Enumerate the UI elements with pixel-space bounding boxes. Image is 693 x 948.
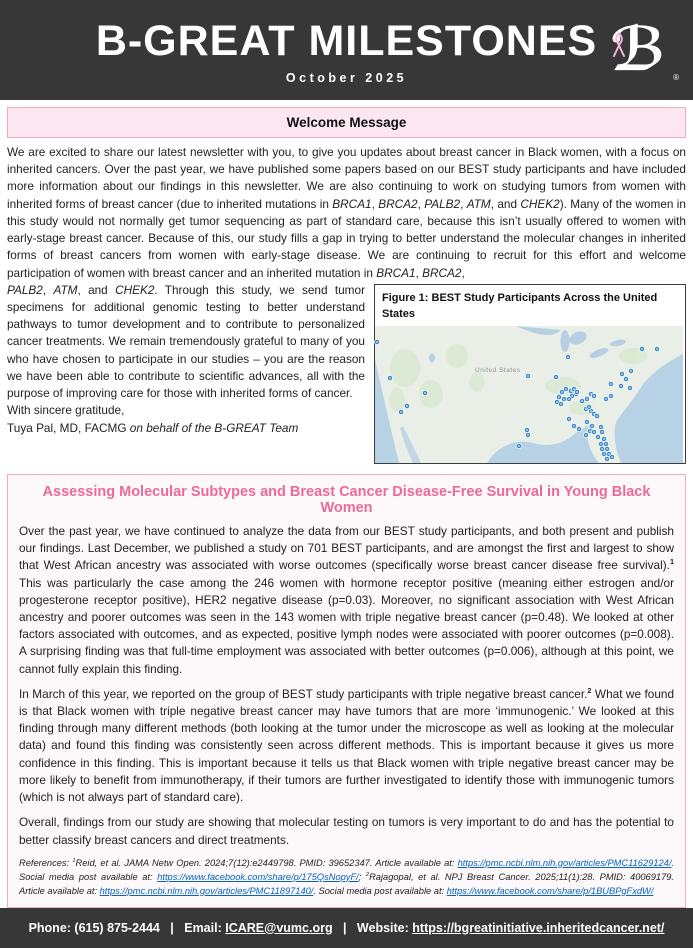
map-marker-core [561,391,563,393]
bgreat-logo [595,6,681,94]
link[interactable]: https://pmc.ncbi.nlm.nih.gov/articles/PMC11897140/ [99,885,314,896]
map-marker-core [620,385,622,387]
map-marker-core [563,398,565,400]
map-marker-core [389,377,391,379]
text-segment: , and [490,196,521,211]
map-marker-core [608,453,610,455]
text-segment: What we found is that Black women with triple negative breast cancer may have tumors that are more ‘immunogenic.’ We looked at this finding through many different methods (both looking at the tumor under the microscope as well as looking at the molecular data) and found this finding was consistently seen across different methods. This is important because it gives us more confidence in this finding. This is important because it tells us that Black women with triple negative breast cancer may be more likely to benefit from immunotherapy, if their tumors are further investigated to identify those with immunogenic tumors (which is not always part of standard care). [19,686,674,805]
map-marker-core [605,443,607,445]
map-marker-core [406,405,408,407]
link[interactable]: https://pmc.ncbi.nlm.nih.gov/articles/PMC11629124/ [457,857,672,868]
welcome-wrap-block [7,282,686,467]
map-marker-core [573,388,575,390]
map-marker-core [556,401,558,403]
text-segment: | [332,920,357,935]
link[interactable]: https://www.facebook.com/share/p/175QsNopyF/ [157,871,359,882]
text-segment: . Social media post available at: [19,857,674,882]
section-heading: Assessing Molecular Subtypes and Breast Cancer Disease-Free Survival in Young Black Women [42,483,651,516]
text-segment: CHEK2 [520,196,560,211]
text-segment: 1 [72,857,76,864]
text-segment: BRCA2 [378,196,418,211]
map-marker-core [424,392,426,394]
text-segment: 1 [669,557,674,567]
text-segment: ATM [53,282,78,297]
text-segment: 2 [587,685,592,695]
text-segment: ATM [466,196,491,211]
text-segment: on behalf of the B-GREAT Team [129,420,299,435]
text-segment: , [417,196,425,211]
map-marker-core [606,458,608,460]
text-segment: PALB2 [7,282,43,297]
map-marker-core [610,383,612,385]
text-segment: Over the past year, we have continued to analyze the data from our BEST study participants, and both present and publish our findings. Last December, we published a study on 701 BEST participants, and are amongst the first and largest to show that West African ancestry was associated with worse outcomes (specifically worse breast cancer disease free survival). [19,523,674,573]
map-marker-core [625,378,627,380]
text-segment: Phone: (615) 875-2444 [28,920,160,935]
text-segment: We are excited to share our latest newsletter with you, to give you updates about breast cancer in Black women, with a focus on inherited cancers. Over the past year, we have published some papers based on our BEST study participants and have included more information about our findings in this newsletter. We are also continuing to work on studying tumors from women with inherited forms of breast cancer (due to inherited mutations in [7,145,686,211]
map-marker-core [565,388,567,390]
map-marker-core [571,395,573,397]
map-marker-core [376,341,378,343]
map-marker-core [586,421,588,423]
pink-ribbon-icon [611,32,627,58]
link[interactable]: https://bgreatinitiative.inheritedcancer.net/ [412,920,665,935]
text-segment: , [460,196,467,211]
text-segment: Overall, findings from our study are showing that molecular testing on tumors is very important to do and has the potential to better classify breast cancers and direct treatments. [19,815,674,847]
map-marker-core [588,406,590,408]
map-marker-core [630,370,632,372]
map-marker-core [603,438,605,440]
text-segment: Reid, et al. JAMA Netw Open. 2024;7(12):e2449798. PMID: 39652347. Article available at: [75,857,458,868]
text-segment: . Social media post available at: [313,885,447,896]
map-marker-core [586,398,588,400]
registered-mark: ® [673,73,679,82]
text-segment: Rajagopal, et al. NPJ Breast Cancer. 2025;11(1):28. PMID: 40069179. Article available at: [19,871,674,896]
map-marker-core [590,410,592,412]
map-marker-core [567,356,569,358]
map-marker-core [606,448,608,450]
text-segment: CHEK2 [115,282,155,297]
map-marker-core [585,434,587,436]
map-marker-core [560,403,562,405]
map-marker-core [568,418,570,420]
map-marker-core [593,431,595,433]
text-segment: ; [358,871,366,882]
map-marker-core [518,445,520,447]
map-marker-core [527,375,529,377]
text-segment: . Through this study, we send tumor specimens for additional genomic testing to better understand pathways to tumor development and to contribute to personalized cancer treatments. We remain tremendously grateful to many of you who have chosen to participate in our studies – you are the reason we have been able to contribute to scientific advances, all with the purpose of improving care for those with inherited forms of cancer. [7,282,366,401]
text-segment: , [461,265,465,280]
welcome-body [7,144,686,467]
text-segment: References: [19,857,73,868]
link[interactable]: ICARE@vumc.org [225,920,333,935]
map-marker-core [576,391,578,393]
map-marker-core [400,411,402,413]
link[interactable]: https://www.facebook.com/share/p/1BUBPgFxdW/ [446,885,654,896]
molecular-subtypes-section [7,474,686,908]
text-segment: Website: [356,920,413,935]
map-marker-core [601,448,603,450]
text-segment: , [42,282,54,297]
map-marker-core [611,456,613,458]
text-segment: 2 [365,871,370,878]
map-country-label: United States [475,366,521,374]
text-segment: This was particularly the case among the 246 women with hormone receptor positive (meaning either estrogen and/or progesterone receptor positive), HER2 negative disease (p=0.03). Moreover, no significant association with West African ancestry and poorer outcomes was seen in the 143 women with triple negative breast cancer (p=0.48). We looked at other factors associated with outcomes, and as expected, positive lymph nodes were associated with poorer outcomes (p=0.008). A surprising finding was that full-time employment was associated with better outcomes (p=0.006), although at this point, we cannot fully explain this finding. [19,575,674,676]
text-segment: Email: [184,920,226,935]
map-marker-core [610,395,612,397]
text-segment: ). Many of the women in this study would not normally get tumor sequencing as part of standard care, because this isn’t usually offered to women with early-stage breast cancer. Because of this, our study fills a gap in trying to better understand the molecular changes in inherited forms of breast cancers from women with early-stage disease. We are continuing to recruit for this effort and welcome participation of women with breast cancer and an inherited mutation in [7,196,686,280]
map-marker-core [591,425,593,427]
script-b-letter: ℬ [610,15,666,85]
map-marker-core [527,434,529,436]
map-marker-core [597,436,599,438]
page-title: B-GREAT MILESTONES [95,17,598,66]
figure-caption: Figure 1: BEST Study Participants Across the United States [375,285,685,326]
footer-bar [0,908,693,948]
text-segment: , and [77,282,116,297]
map-marker-core [526,429,528,431]
map-marker-core [558,396,560,398]
section-paragraph-1 [19,523,674,678]
header-banner [0,0,693,100]
map-marker-core [601,431,603,433]
map-marker-core [555,376,557,378]
text-segment: Tuya Pal, MD, FACMG [7,420,130,435]
text-segment: PALB2 [424,196,461,211]
map-marker-core [600,426,602,428]
map-marker-core [593,395,595,397]
map-marker-core [656,348,658,350]
text-segment: In March of this year, we reported on the group of BEST study participants with triple negative breast cancer. [19,686,588,701]
map-marker-core [568,398,570,400]
section-paragraph-2 [19,686,674,807]
map-marker-core [629,387,631,389]
text-segment: BRCA1 [332,196,372,211]
map-marker-core [621,373,623,375]
references [19,857,674,899]
text-segment: | [159,920,185,935]
section-paragraph-3 [19,814,674,848]
map-marker-core [600,443,602,445]
text-segment: BRCA2 [422,265,462,280]
map-marker-core [603,453,605,455]
map-marker-core [589,430,591,432]
text-segment: BRCA1 [376,265,416,280]
map-marker-core [605,398,607,400]
map-marker-core [581,400,583,402]
welcome-heading: Welcome Message [7,107,686,138]
welcome-paragraph-a [7,144,686,282]
text-segment: , [415,265,423,280]
map-marker-core [578,428,580,430]
closing-line-1: With sincere gratitude, [7,403,125,418]
text-segment: , [371,196,379,211]
issue-date: October 2025 [285,70,408,85]
map-marker-core [573,425,575,427]
us-participants-map [375,326,683,463]
map-marker-core [596,415,598,417]
map-marker-core [641,348,643,350]
figure-1 [374,284,686,464]
